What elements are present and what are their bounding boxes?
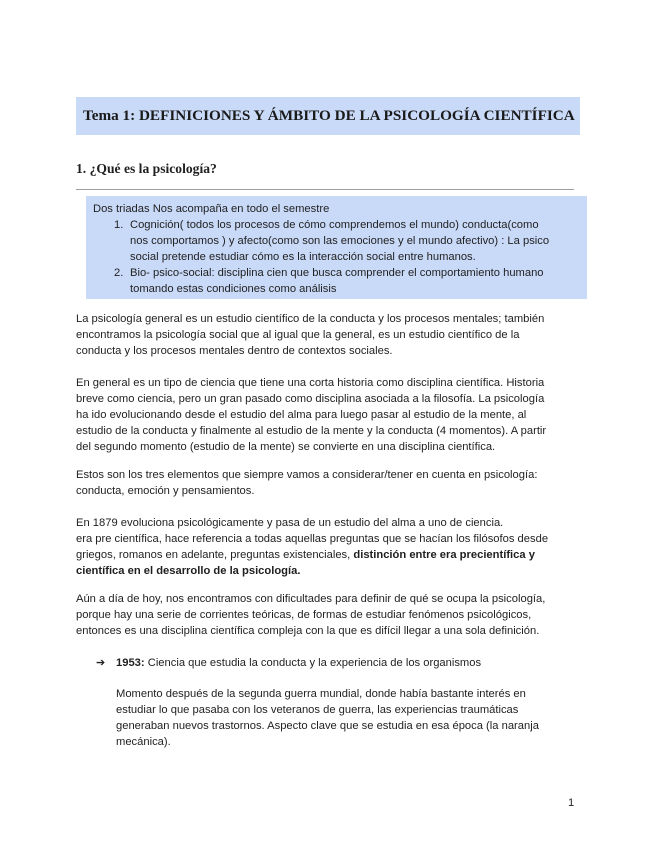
bold-fragment: científica en el desarrollo de la psicología. [76,565,301,577]
text-line: Aún a día de hoy, nos encontramos con dificultades para definir de qué se ocupa la psicología, [76,593,546,605]
text-line [76,547,576,563]
section-heading: 1. ¿Qué es la psicología? [76,161,217,176]
note-item-line: nos comportamos ) y afecto(como son las emociones y el mundo afectivo) : La psico [130,235,550,247]
text-line: En general es un tipo de ciencia que tiene una corta historia como disciplina científica. Historia [76,377,545,389]
document-title: Tema 1: DEFINICIONES Y ÁMBITO DE LA PSICOLOGÍA CIENTÍFICA [83,107,575,124]
bold-fragment: distinción entre era precientífica y [353,549,535,561]
bullet-text: Ciencia que estudia la conducta y la experiencia de los organismos [144,657,482,669]
text-line: La psicología general es un estudio científico de la conducta y los procesos mentales; también [76,313,545,325]
note-box [86,196,587,299]
text-line: mecánica). [116,736,171,748]
text-line: del segundo momento (estudio de la mente) se convierte en una disciplina científica. [76,441,496,453]
text-line: entonces es una disciplina científica compleja con la que es difícil llegar a una sola definición. [76,625,540,637]
paragraph-elements [76,467,576,499]
page-number: 1 [568,797,575,809]
note-list-item [93,265,577,297]
note-list [93,217,577,297]
text-line: estudio de la conducta y finalmente al estudio de la mente y la conducta (4 momentos). A partir [76,425,547,437]
text-line [76,563,576,579]
note-item-line: Bio- psico-social: disciplina cien que busca comprender el comportamiento humano [130,267,544,279]
note-item-line: social pretende estudiar cómo es la interacción social entre humanos. [130,251,476,263]
paragraph-history [76,375,576,455]
bullet-1953 [96,655,481,671]
text-line: breve como ciencia, pero un gran pasado como disciplina asociada a la filosofía. La psicología [76,393,545,405]
note-item-marker: 2. [114,267,124,279]
paragraph-definition [76,311,576,359]
note-intro: Dos triadas Nos acompaña en todo el semestre [93,203,330,215]
text-line: conducta y los procesos mentales dentro de contextos sociales. [76,345,393,357]
note-item-line: tomando estas condiciones como análisis [130,283,337,295]
text-line: En 1879 evoluciona psicológicamente y pasa de un estudio del alma a uno de ciencia. [76,517,504,529]
text-line: Estos son los tres elementos que siempre vamos a considerar/tener en cuenta en psicología: [76,469,538,481]
title-box [76,97,580,135]
text-fragment: griegos, romanos en adelante, preguntas existenciales, [76,549,354,561]
text-line: estudiar lo que pasaba con los veteranos de guerra, las experiencias traumáticas [116,704,519,716]
note-item-marker: 1. [114,219,124,231]
text-line: porque hay una serie de corrientes teóricas, de formas de estudiar fenómenos psicológicos, [76,609,532,621]
text-line: ha ido evolucionando desde el estudio del alma para luego pasar al estudio de la mente, al [76,409,527,421]
paragraph-difficulties [76,591,576,639]
text-line: generaban nuevos trastornos. Aspecto clave que se estudia en esa época (la naranja [116,720,539,732]
bullet-detail [116,686,576,750]
arrow-right-icon: ➔ [96,657,106,669]
heading-divider [76,189,574,190]
text-line: era pre científica, hace referencia a todas aquellas preguntas que se hacían los filósofos desde [76,533,549,545]
text-line: encontramos la psicología social que al igual que la general, es un estudio científico de la [76,329,520,341]
note-list-item [93,217,577,265]
text-line: Momento después de la segunda guerra mundial, donde había bastante interés en [116,688,526,700]
text-line: conducta, emoción y pensamientos. [76,485,255,497]
note-item-line: Cognición( todos los procesos de cómo comprendemos el mundo) conducta(como [130,219,539,231]
bullet-label: 1953: [116,657,145,669]
paragraph-1879 [76,515,576,579]
